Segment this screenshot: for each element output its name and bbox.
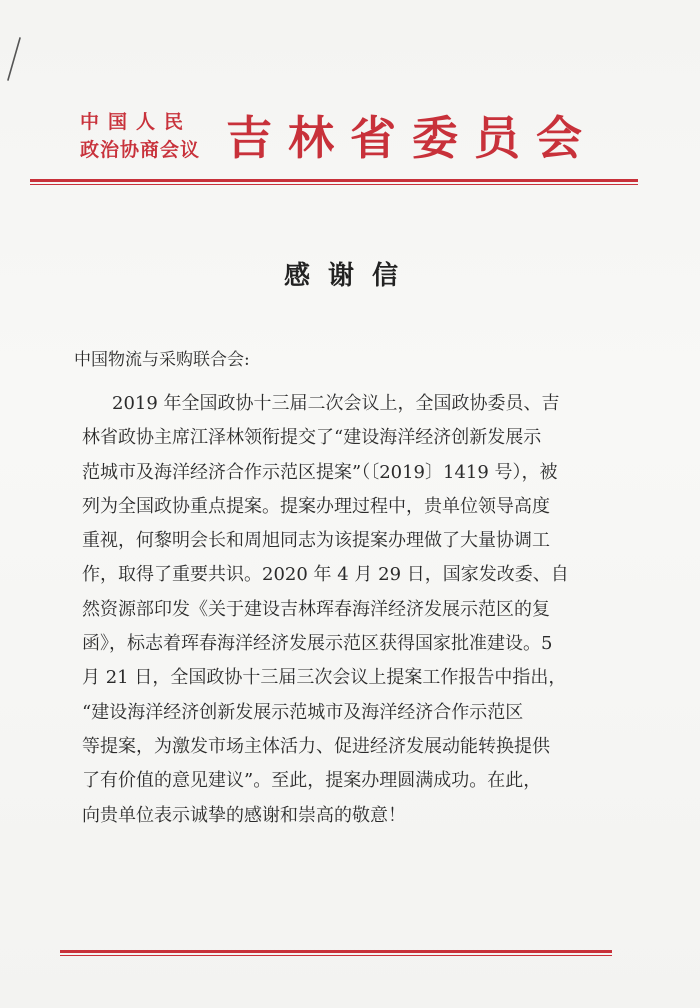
org-line-2: 政治协商会议 (80, 139, 201, 161)
body-line: 作，取得了重要共识。2020 年 4 月 29 日，国家发改委、自 (82, 564, 569, 586)
pen-stroke-mark (4, 36, 24, 82)
body-line: 林省政协主席江泽林领衔提交了“建设海洋经济创新发展示 (82, 427, 542, 449)
letterhead (80, 108, 640, 168)
letter-title: 感谢信 (283, 261, 416, 291)
body-line: 月 21 日，全国政协十三届三次会议上提案工作报告中指出， (82, 667, 567, 689)
letterhead-rule (30, 179, 638, 185)
body-line: 向贵单位表示诚挚的感谢和崇高的敬意！ (82, 804, 406, 826)
salutation: 中国物流与采购联合会: (74, 350, 250, 370)
body-line: 列为全国政协重点提案。提案办理过程中，贵单位领导高度 (82, 495, 550, 517)
body-line: 等提案，为激发市场主体活力、促进经济发展动能转换提供 (82, 735, 550, 757)
org-line-1: 中国人民 (80, 111, 193, 133)
org-name: 吉林省委员会 (226, 111, 598, 165)
body-line: 2019 年全国政协十三届二次会议上，全国政协委员、吉 (112, 393, 560, 414)
body-line: 重视，何黎明会长和周旭同志为该提案办理做了大量协调工 (82, 530, 550, 552)
body-line: 然资源部印发《关于建设吉林珲春海洋经济发展示范区的复 (82, 598, 550, 620)
body-line: 了有价值的意见建议”。至此，提案办理圆满成功。在此， (82, 770, 542, 792)
body-line: 范城市及海洋经济合作示范区提案”（〔2019〕1419 号），被 (82, 461, 558, 483)
body-line: “建设海洋经济创新发展示范城市及海洋经济合作示范区 (82, 701, 524, 723)
org-prefix (80, 108, 220, 164)
letter-body (82, 387, 622, 833)
body-line: 函》，标志着珲春海洋经济发展示范区获得国家批准建设。5 (82, 633, 553, 655)
footer-rule (60, 950, 612, 956)
